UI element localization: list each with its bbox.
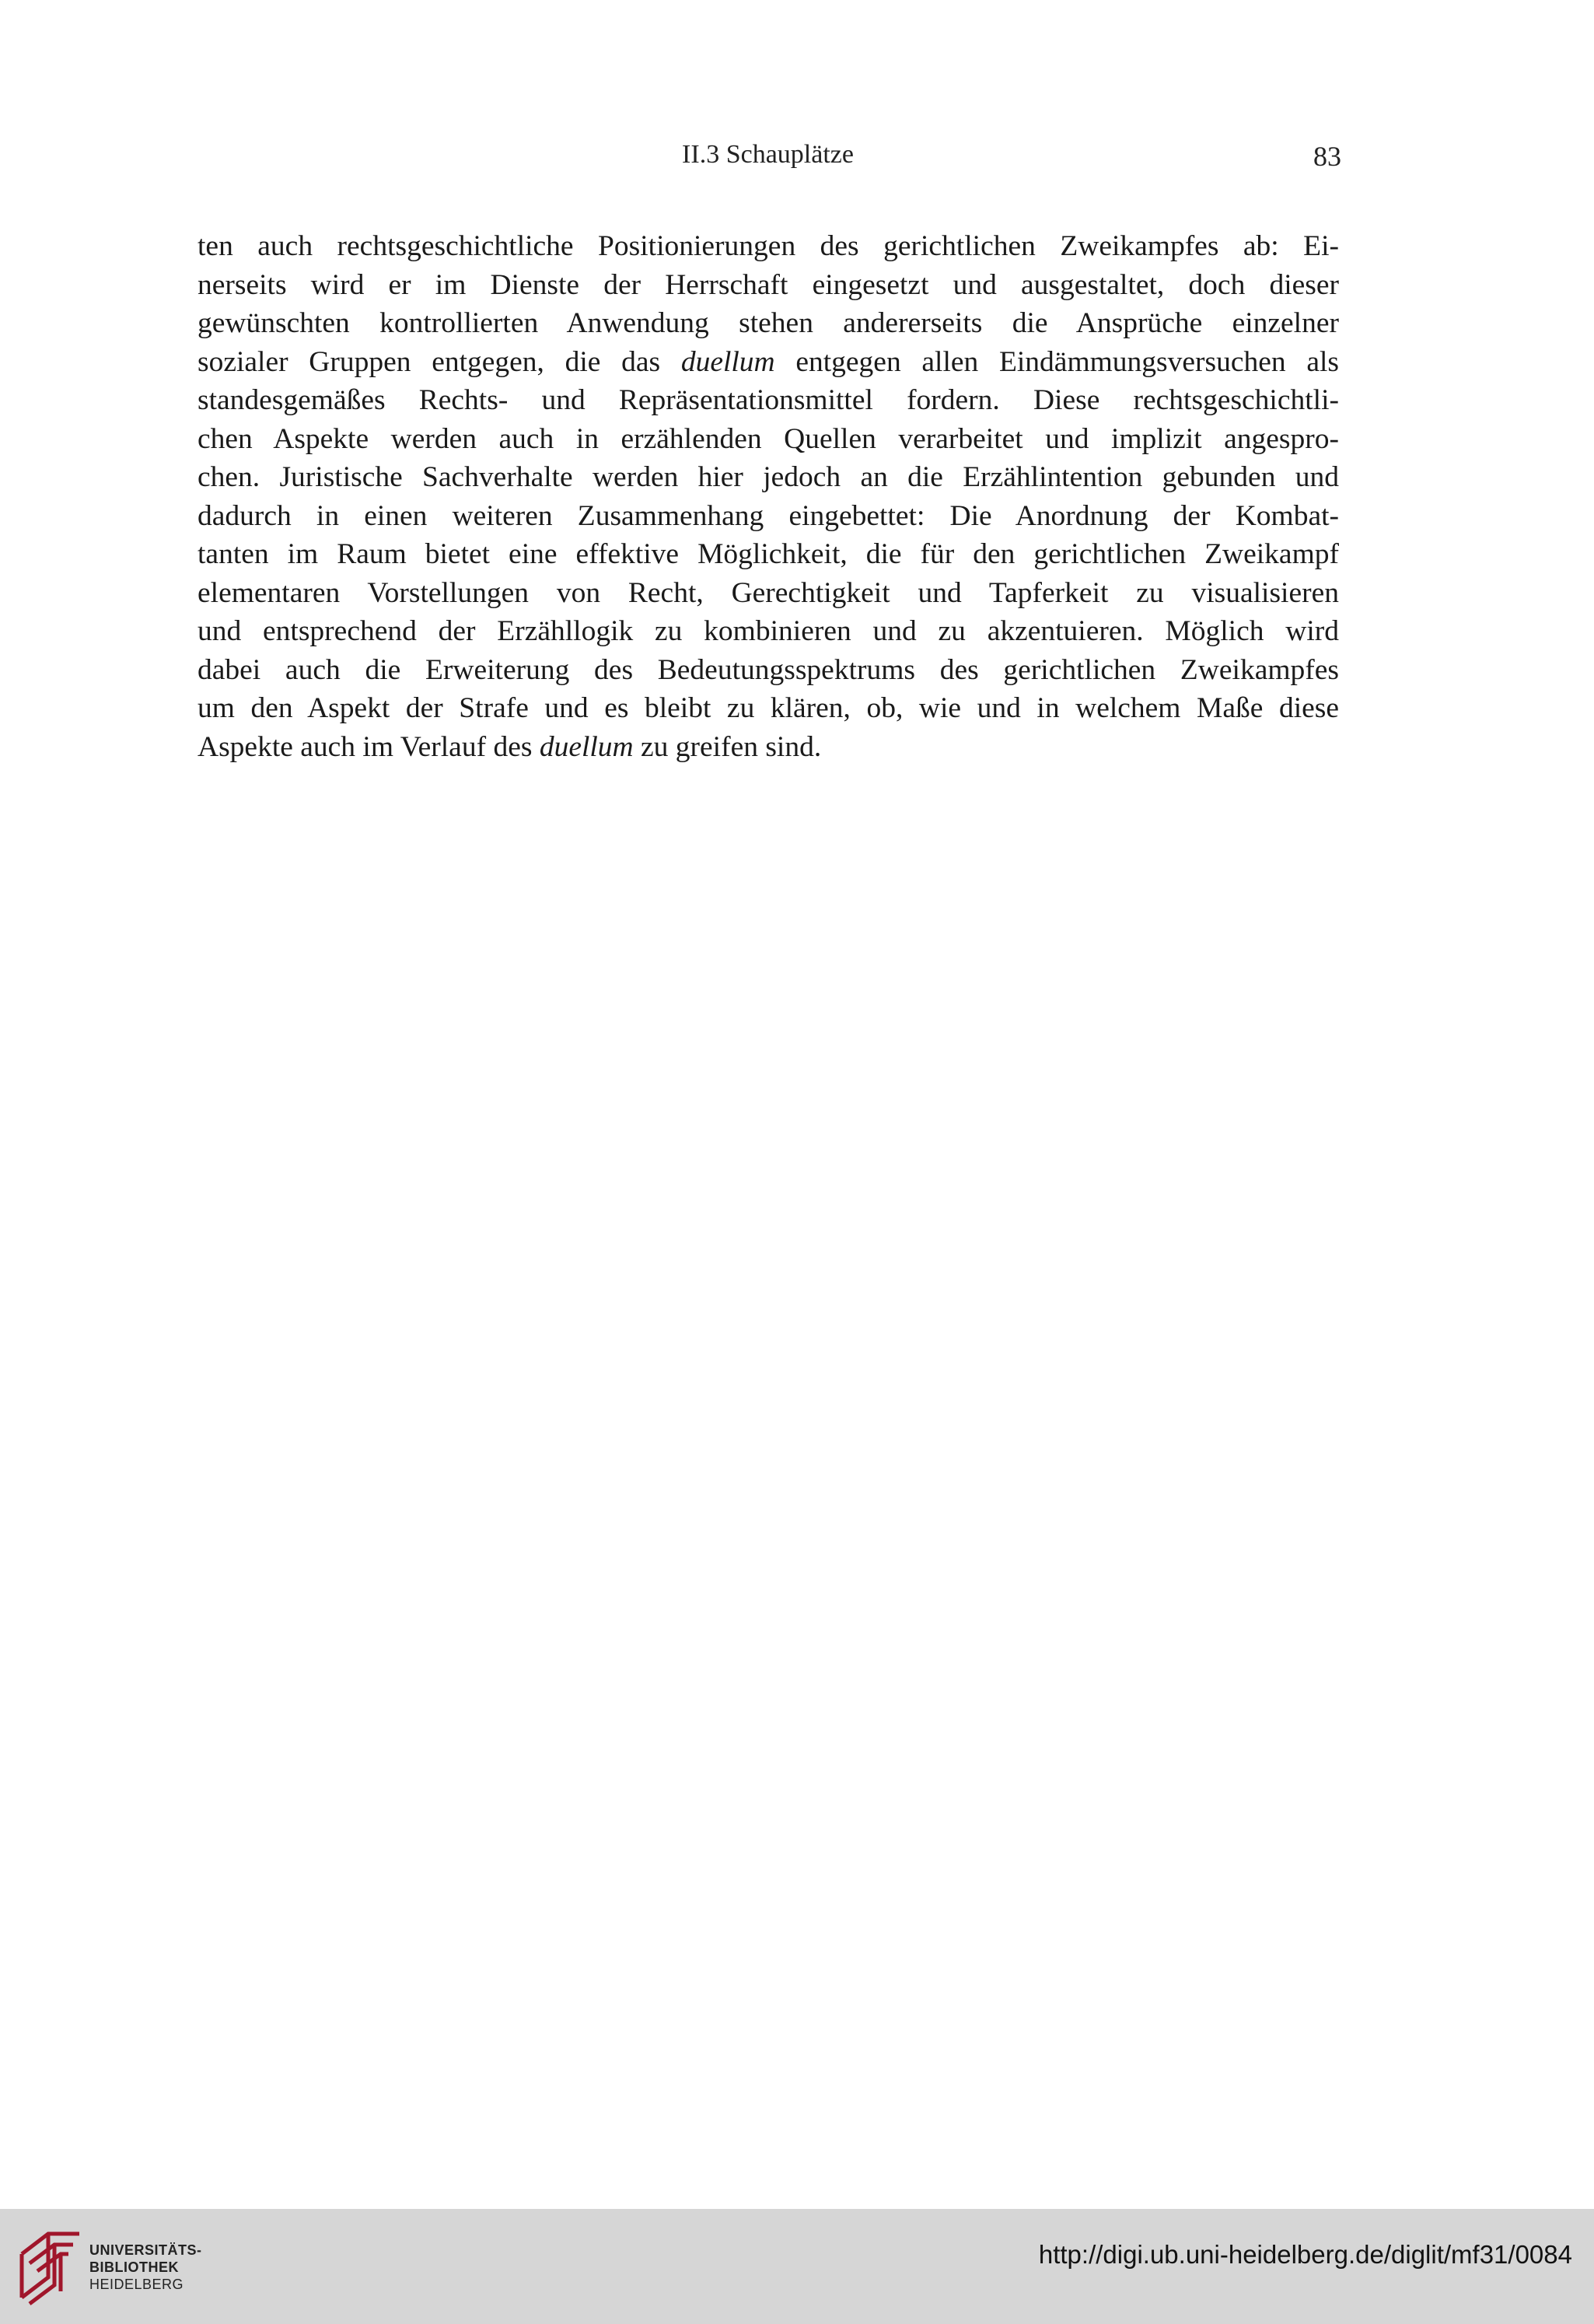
text-line — [198, 728, 1339, 767]
italic-term: duellum — [680, 345, 775, 378]
text-line: chen. Juristische Sachverhalte werden hier jedoch an die Erzählintention gebunden und — [198, 461, 1339, 493]
text-line: chen Aspekte werden auch in erzählenden Quellen verarbeitet und implizit angespro- — [198, 422, 1339, 455]
library-logo-text — [89, 2242, 202, 2293]
running-header — [194, 140, 1341, 187]
logo-text-line: HEIDELBERG — [89, 2277, 184, 2292]
italic-term: duellum — [539, 730, 634, 763]
text-run: Aspekte auch im Verlauf des — [198, 730, 540, 763]
library-footer-bar — [0, 2209, 1594, 2324]
text-line: tanten im Raum bietet eine effektive Möglichkeit, die für den gerichtlichen Zweikampf — [198, 538, 1339, 570]
text-line: ten auch rechtsgeschichtliche Positionierungen des gerichtlichen Zweikampfes ab: Ei- — [198, 230, 1339, 262]
logo-text-line: BIBLIOTHEK — [89, 2259, 179, 2275]
text-run: zu greifen sind. — [633, 730, 822, 763]
text-run: entgegen allen Eindämmungsversuchen als — [774, 345, 1339, 378]
text-line: nerseits wird er im Dienste der Herrschaft eingesetzt und ausgestaltet, doch dieser — [198, 268, 1339, 301]
body-paragraph — [198, 227, 1339, 766]
text-run: sozialer Gruppen entgegen, die das — [198, 345, 681, 378]
source-url-link[interactable]: http://digi.ub.uni-heidelberg.de/diglit/mf31/0084 — [1038, 2240, 1572, 2269]
running-title: II.3 Schauplätze — [682, 140, 854, 169]
logo-text-line: UNIVERSITÄTS- — [89, 2242, 202, 2258]
text-line: und entsprechend der Erzähllogik zu kombinieren und zu akzentuieren. Möglich wird — [198, 615, 1339, 647]
text-line: dadurch in einen weiteren Zusammenhang eingebettet: Die Anordnung der Kombat- — [198, 499, 1339, 532]
text-line: standesgemäßes Rechts- und Repräsentationsmittel fordern. Diese rechtsgeschichtli- — [198, 384, 1339, 416]
text-line: elementaren Vorstellungen von Recht, Gerechtigkeit und Tapferkeit zu visualisieren — [198, 576, 1339, 609]
text-line: um den Aspekt der Strafe und es bleibt zu klären, ob, wie und in welchem Maße diese — [198, 692, 1339, 724]
text-line — [198, 343, 1339, 382]
page-number: 83 — [1313, 141, 1341, 172]
text-line: gewünschten kontrollierten Anwendung stehen andererseits die Ansprüche einzelner — [198, 307, 1339, 339]
text-line: dabei auch die Erweiterung des Bedeutungsspektrums des gerichtlichen Zweikampfes — [198, 653, 1339, 686]
library-logo-icon — [17, 2223, 84, 2307]
